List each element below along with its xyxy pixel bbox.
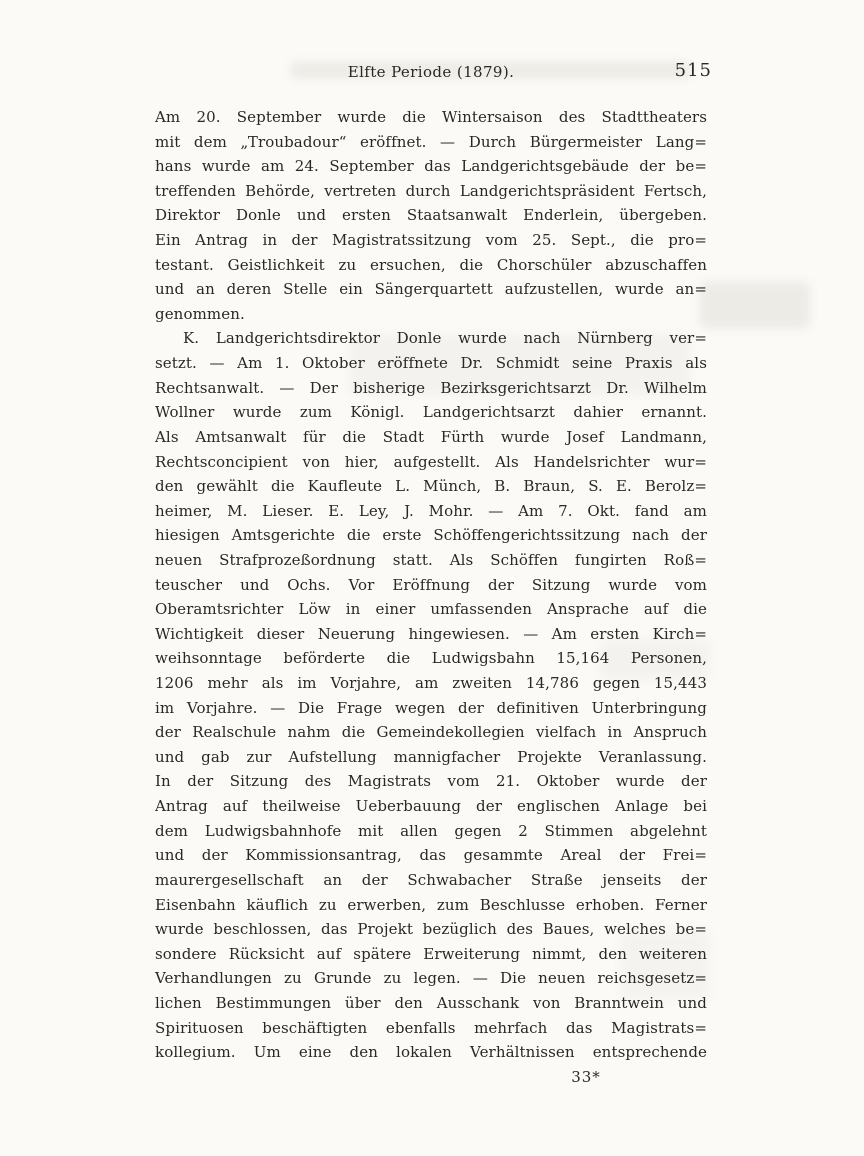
text-line: teuscher und Ochs. Vor Eröffnung der Sitzung wurde vom <box>155 575 707 594</box>
text-line: Eisenbahn käuflich zu erwerben, zum Beschlusse erhoben. Ferner <box>155 895 707 914</box>
text-line: Verhandlungen zu Grunde zu legen. — Die neuen reichsgesetz= <box>155 969 707 988</box>
text-line: im Vorjahre. — Die Frage wegen der definitiven Unterbringung <box>155 698 707 717</box>
text-line: und der Kommissionsantrag, das gesammte Areal der Frei= <box>155 846 707 865</box>
text-line: testant. Geistlichkeit zu ersuchen, die Chorschüler abzuschaffen <box>155 255 707 274</box>
text-line: Ein Antrag in der Magistratssitzung vom 25. Sept., die pro= <box>155 231 707 250</box>
text-line: Rechtsconcipient von hier, aufgestellt. Als Handelsrichter wur= <box>155 452 707 471</box>
text-line: Wichtigkeit dieser Neuerung hingewiesen. — Am ersten Kirch= <box>155 624 707 643</box>
body-text <box>155 105 707 1065</box>
text-line: hiesigen Amtsgerichte die erste Schöffengerichtssitzung nach der <box>155 526 707 545</box>
text-line: Antrag auf theilweise Ueberbauung der englischen Anlage bei <box>155 797 707 816</box>
text-line: heimer, M. Lieser. E. Ley, J. Mohr. — Am 7. Okt. fand am <box>155 501 707 520</box>
text-line: und gab zur Aufstellung mannigfacher Projekte Veranlassung. <box>155 747 707 766</box>
text-line: setzt. — Am 1. Oktober eröffnete Dr. Schmidt seine Praxis als <box>155 354 707 373</box>
text-line: kollegium. Um eine den lokalen Verhältnissen entsprechende <box>155 1043 707 1062</box>
text-line: neuen Strafprozeßordnung statt. Als Schöffen fungirten Roß= <box>155 550 707 569</box>
text-line: K. Landgerichtsdirektor Donle wurde nach Nürnberg ver= <box>183 329 707 348</box>
scan-artifact <box>700 282 810 328</box>
text-line: Direktor Donle und ersten Staatsanwalt Enderlein, übergeben. <box>155 206 707 225</box>
text-line: Spirituosen beschäftigten ebenfalls mehrfach das Magistrats= <box>155 1018 707 1037</box>
text-line: weihsonntage beförderte die Ludwigsbahn 15,164 Personen, <box>155 649 707 668</box>
text-line: den gewählt die Kaufleute L. Münch, B. Braun, S. E. Berolz= <box>155 477 707 496</box>
text-line: mit dem „Troubadour“ eröffnet. — Durch Bürgermeister Lang= <box>155 132 707 151</box>
text-line: treffenden Behörde, vertreten durch Landgerichtspräsident Fertsch, <box>155 181 707 200</box>
text-line: und an deren Stelle ein Sängerquartett aufzustellen, wurde an= <box>155 280 707 299</box>
text-line: 1206 mehr als im Vorjahre, am zweiten 14,786 gegen 15,443 <box>155 674 707 693</box>
text-line: genommen. <box>155 304 245 323</box>
page-number: 515 <box>674 60 712 81</box>
signature-mark: 33* <box>571 1068 601 1086</box>
text-line: sondere Rücksicht auf spätere Erweiterung nimmt, den weiteren <box>155 944 707 963</box>
text-line: maurergesellschaft an der Schwabacher Straße jenseits der <box>155 870 707 889</box>
text-line: hans wurde am 24. September das Landgerichtsgebäude der be= <box>155 157 707 176</box>
text-line: Am 20. September wurde die Wintersaison des Stadttheaters <box>155 108 707 126</box>
text-line: In der Sitzung des Magistrats vom 21. Oktober wurde der <box>155 772 707 791</box>
text-line: lichen Bestimmungen über den Ausschank von Branntwein und <box>155 993 707 1012</box>
text-line: dem Ludwigsbahnhofe mit allen gegen 2 Stimmen abgelehnt <box>155 821 707 840</box>
text-line: Oberamtsrichter Löw in einer umfassenden Ansprache auf die <box>155 600 707 619</box>
text-line: Wollner wurde zum Königl. Landgerichtsarzt dahier ernannt. <box>155 403 707 422</box>
text-line: Rechtsanwalt. — Der bisherige Bezirksgerichtsarzt Dr. Wilhelm <box>155 378 707 397</box>
text-line: Als Amtsanwalt für die Stadt Fürth wurde Josef Landmann, <box>155 427 707 446</box>
text-line: der Realschule nahm die Gemeindekollegien vielfach in Anspruch <box>155 723 707 742</box>
running-header-title: Elfte Periode (1879). <box>347 63 515 81</box>
text-line: wurde beschlossen, das Projekt bezüglich des Baues, welches be= <box>155 920 707 939</box>
